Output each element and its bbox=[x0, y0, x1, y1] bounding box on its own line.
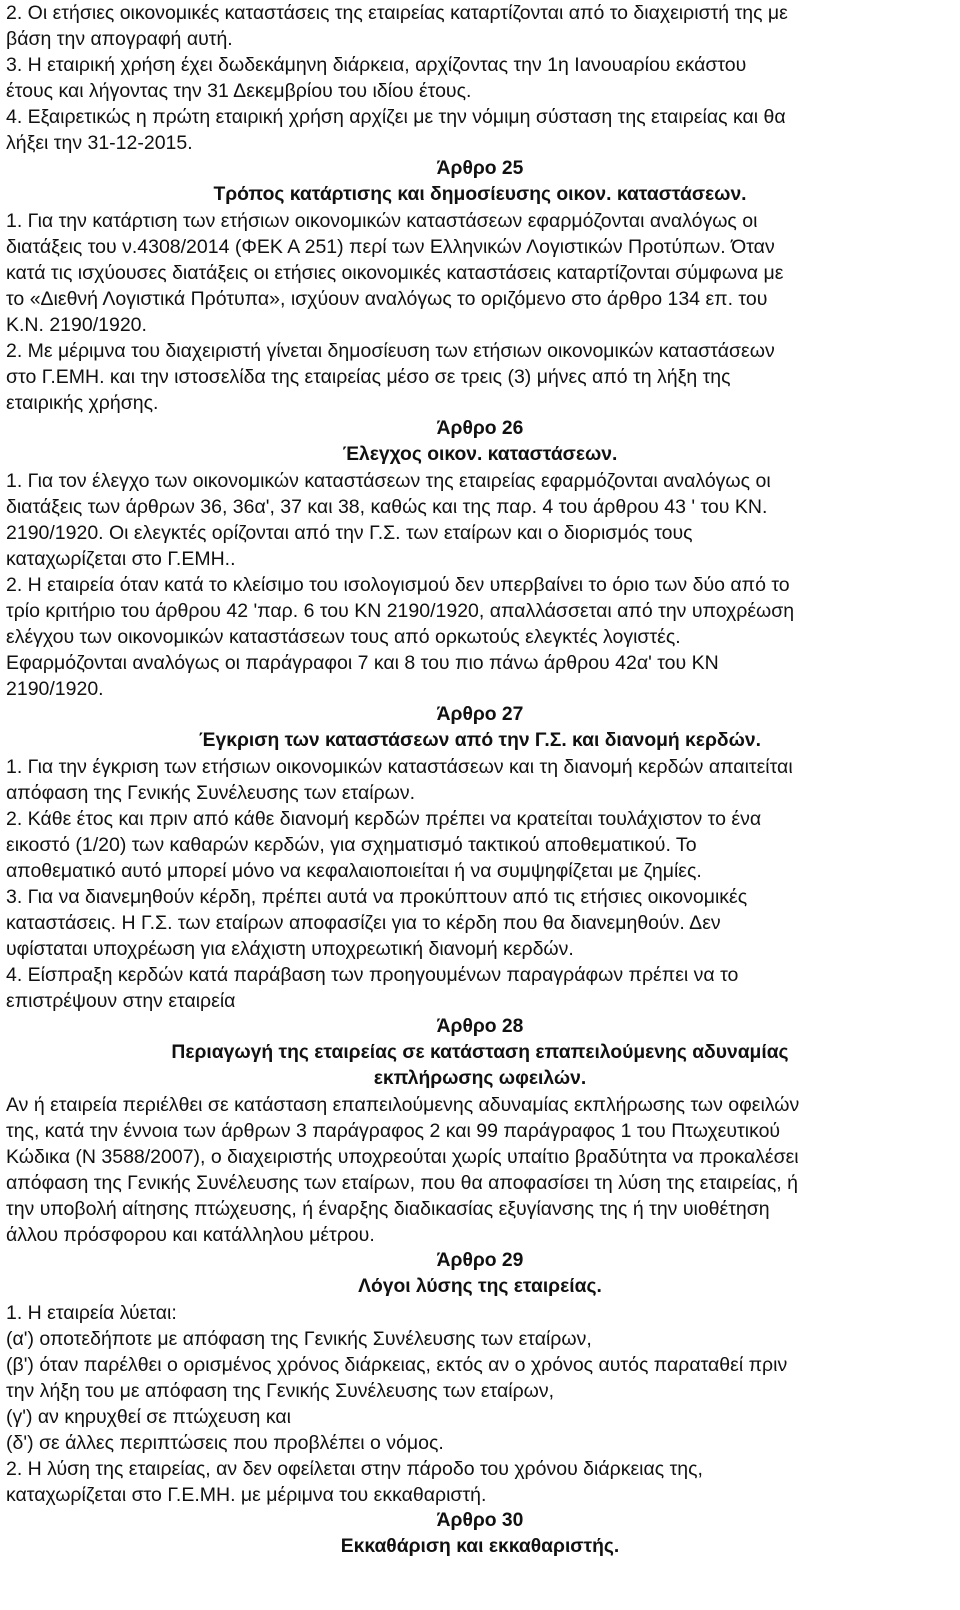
article-number: Άρθρο 28 bbox=[436, 1016, 524, 1037]
text-line: αποθεματικό αυτό μπορεί μόνο να κεφαλαιοποιείται ή να συμψηφίζεται με ζημίες. bbox=[6, 860, 702, 882]
text-line: καταχωρίζεται στο Γ.ΕΜΗ.. bbox=[6, 548, 236, 570]
text-line: 2. Κάθε έτος και πριν από κάθε διανομή κερδών πρέπει να κρατείται τουλάχιστον το ένα bbox=[6, 808, 762, 830]
text-line: ελέγχου των οικονομικών καταστάσεων τους από ορκωτούς ελεγκτές λογιστές. bbox=[6, 626, 681, 648]
article-title: Εκκαθάριση και εκκαθαριστής. bbox=[340, 1536, 620, 1557]
article-title: Τρόπος κατάρτισης και δημοσίευσης οικον. καταστάσεων. bbox=[213, 184, 747, 205]
text-line: έτους και λήγοντας την 31 Δεκεμβρίου του ιδίου έτους. bbox=[6, 80, 472, 102]
text-line: απόφαση της Γενικής Συνέλευσης των εταίρων. bbox=[6, 782, 416, 804]
text-line: 1. Για την κατάρτιση των ετήσιων οικονομικών καταστάσεων εφαρμόζονται αναλόγως οι bbox=[6, 210, 758, 232]
text-line: εικοστό (1/20) των καθαρών κερδών, για σχηματισμό τακτικού αποθεματικού. Το bbox=[6, 834, 697, 856]
text-line: 1. Για τον έλεγχο των οικονομικών καταστάσεων της εταιρείας εφαρμόζονται αναλόγως οι bbox=[6, 470, 771, 492]
article-title: Περιαγωγή της εταιρείας σε κατάσταση επαπειλούμενης αδυναμίας bbox=[171, 1042, 789, 1063]
text-line: 4. Εξαιρετικώς η πρώτη εταιρική χρήση αρχίζει με την νόμιμη σύσταση της εταιρείας και θα bbox=[6, 106, 786, 128]
text-line: άλλου πρόσφορου και κατάλληλου μέτρου. bbox=[6, 1224, 375, 1246]
article-number: Άρθρο 26 bbox=[436, 418, 524, 439]
text-line: 2. Με μέριμνα του διαχειριστή γίνεται δημοσίευση των ετήσιων οικονομικών καταστάσεων bbox=[6, 340, 775, 362]
article-title: εκπλήρωσης ωφειλών. bbox=[373, 1068, 587, 1089]
text-line: την λήξη του με απόφαση της Γενικής Συνέλευσης των εταίρων, bbox=[6, 1380, 555, 1402]
text-line: Εφαρμόζονται αναλόγως οι παράγραφοι 7 και 8 του πιο πάνω άρθρου 42α' του ΚΝ bbox=[6, 652, 719, 674]
text-line: διατάξεις των άρθρων 36, 36α', 37 και 38, καθώς και της παρ. 4 του άρθρου 43 ' του ΚΝ. bbox=[6, 496, 768, 518]
article-title: Λόγοι λύσης της εταιρείας. bbox=[358, 1276, 602, 1297]
text-line: (α') οποτεδήποτε με απόφαση της Γενικής Συνέλευσης των εταίρων, bbox=[6, 1328, 592, 1350]
text-line: καταχωρίζεται στο Γ.Ε.ΜΗ. με μέριμνα του εκκαθαριστή. bbox=[6, 1484, 487, 1506]
text-line: (γ') αν κηρυχθεί σε πτώχευση και bbox=[6, 1406, 291, 1428]
text-line: εταιρικής χρήσης. bbox=[6, 392, 159, 414]
text-line: λήξει την 31-12-2015. bbox=[6, 132, 193, 154]
article-number: Άρθρο 30 bbox=[436, 1510, 524, 1531]
text-line: 2. Η εταιρεία όταν κατά το κλείσιμο του ισολογισμού δεν υπερβαίνει το όριο των δύο από το bbox=[6, 574, 790, 596]
text-line: 3. Η εταιρική χρήση έχει δωδεκάμηνη διάρκεια, αρχίζοντας την 1η Ιανουαρίου εκάστου bbox=[6, 54, 747, 76]
text-line: τρίο κριτήριο του άρθρου 42 'παρ. 6 του ΚΝ 2190/1920, απαλλάσσεται από την υποχρέωση bbox=[6, 600, 795, 622]
text-line: 2190/1920. Οι ελεγκτές ορίζονται από την Γ.Σ. των εταίρων και ο διορισμός τους bbox=[6, 522, 693, 544]
text-line: (β') όταν παρέλθει ο ορισμένος χρόνος διάρκειας, εκτός αν ο χρόνος αυτός παραταθεί πριν bbox=[6, 1354, 788, 1376]
text-line: 1. Για την έγκριση των ετήσιων οικονομικών καταστάσεων και τη διανομή κερδών απαιτείται bbox=[6, 756, 793, 778]
text-line: βάση την απογραφή αυτή. bbox=[6, 28, 233, 50]
text-line: Κώδικα (Ν 3588/2007), ο διαχειριστής υποχρεούται χωρίς υπαίτιο βραδύτητα να προκαλέσει bbox=[6, 1146, 799, 1168]
text-line: καταστάσεις. Η Γ.Σ. των εταίρων αποφασίζει για το κέρδη που θα διανεμηθούν. Δεν bbox=[6, 912, 721, 934]
article-number: Άρθρο 25 bbox=[436, 158, 524, 179]
text-line: 1. Η εταιρεία λύεται: bbox=[6, 1302, 177, 1324]
text-line: Κ.Ν. 2190/1920. bbox=[6, 314, 147, 336]
text-line: το «Διεθνή Λογιστικά Πρότυπα», ισχύουν αναλόγως το οριζόμενο στο άρθρο 134 επ. του bbox=[6, 288, 768, 310]
text-line: 4. Είσπραξη κερδών κατά παράβαση των προηγουμένων παραγράφων πρέπει να το bbox=[6, 964, 739, 986]
text-line: 2. Η λύση της εταιρείας, αν δεν οφείλεται στην πάροδο του χρόνου διάρκειας της, bbox=[6, 1458, 703, 1480]
article-title: Έλεγχος οικον. καταστάσεων. bbox=[342, 444, 618, 465]
text-line: απόφαση της Γενικής Συνέλευσης των εταίρων, που θα αποφασίσει τη λύση της εταιρείας, ή bbox=[6, 1172, 798, 1194]
text-line: την υποβολή αίτησης πτώχευσης, ή έναρξης διαδικασίας εξυγίανσης της ή την υιοθέτηση bbox=[6, 1198, 770, 1220]
text-line: 2. Οι ετήσιες οικονομικές καταστάσεις της εταιρείας καταρτίζονται από το διαχειριστή της με bbox=[6, 2, 788, 24]
article-title: Έγκριση των καταστάσεων από την Γ.Σ. και διανομή κερδών. bbox=[199, 730, 761, 751]
text-line: διατάξεις του ν.4308/2014 (ΦΕΚ Α 251) περί των Ελληνικών Λογιστικών Προτύπων. Όταν bbox=[6, 236, 775, 258]
text-line: υφίσταται υποχρέωση για ελάχιστη υποχρεωτική διανομή κερδών. bbox=[6, 938, 574, 960]
article-number: Άρθρο 27 bbox=[436, 704, 524, 725]
text-line: (δ') σε άλλες περιπτώσεις που προβλέπει ο νόμος. bbox=[6, 1432, 444, 1454]
text-line: 3. Για να διανεμηθούν κέρδη, πρέπει αυτά να προκύπτουν από τις ετήσιες οικονομικές bbox=[6, 886, 748, 908]
text-line: 2190/1920. bbox=[6, 678, 104, 700]
text-line: της, κατά την έννοια των άρθρων 3 παράγραφος 2 και 99 παράγραφος 1 του Πτωχευτικού bbox=[6, 1120, 781, 1142]
text-line: κατά τις ισχύουσες διατάξεις οι ετήσιες οικονομικές καταστάσεις καταρτίζονται σύμφωνα με bbox=[6, 262, 784, 284]
text-line: επιστρέψουν στην εταιρεία bbox=[6, 990, 236, 1012]
text-line: στο Γ.ΕΜΗ. και την ιστοσελίδα της εταιρείας μέσο σε τρεις (3) μήνες από τη λήξη της bbox=[6, 366, 731, 388]
text-line: Αν ή εταιρεία περιέλθει σε κατάσταση επαπειλούμενης αδυναμίας εκπλήρωσης των οφειλών bbox=[6, 1094, 800, 1116]
article-number: Άρθρο 29 bbox=[436, 1250, 524, 1271]
